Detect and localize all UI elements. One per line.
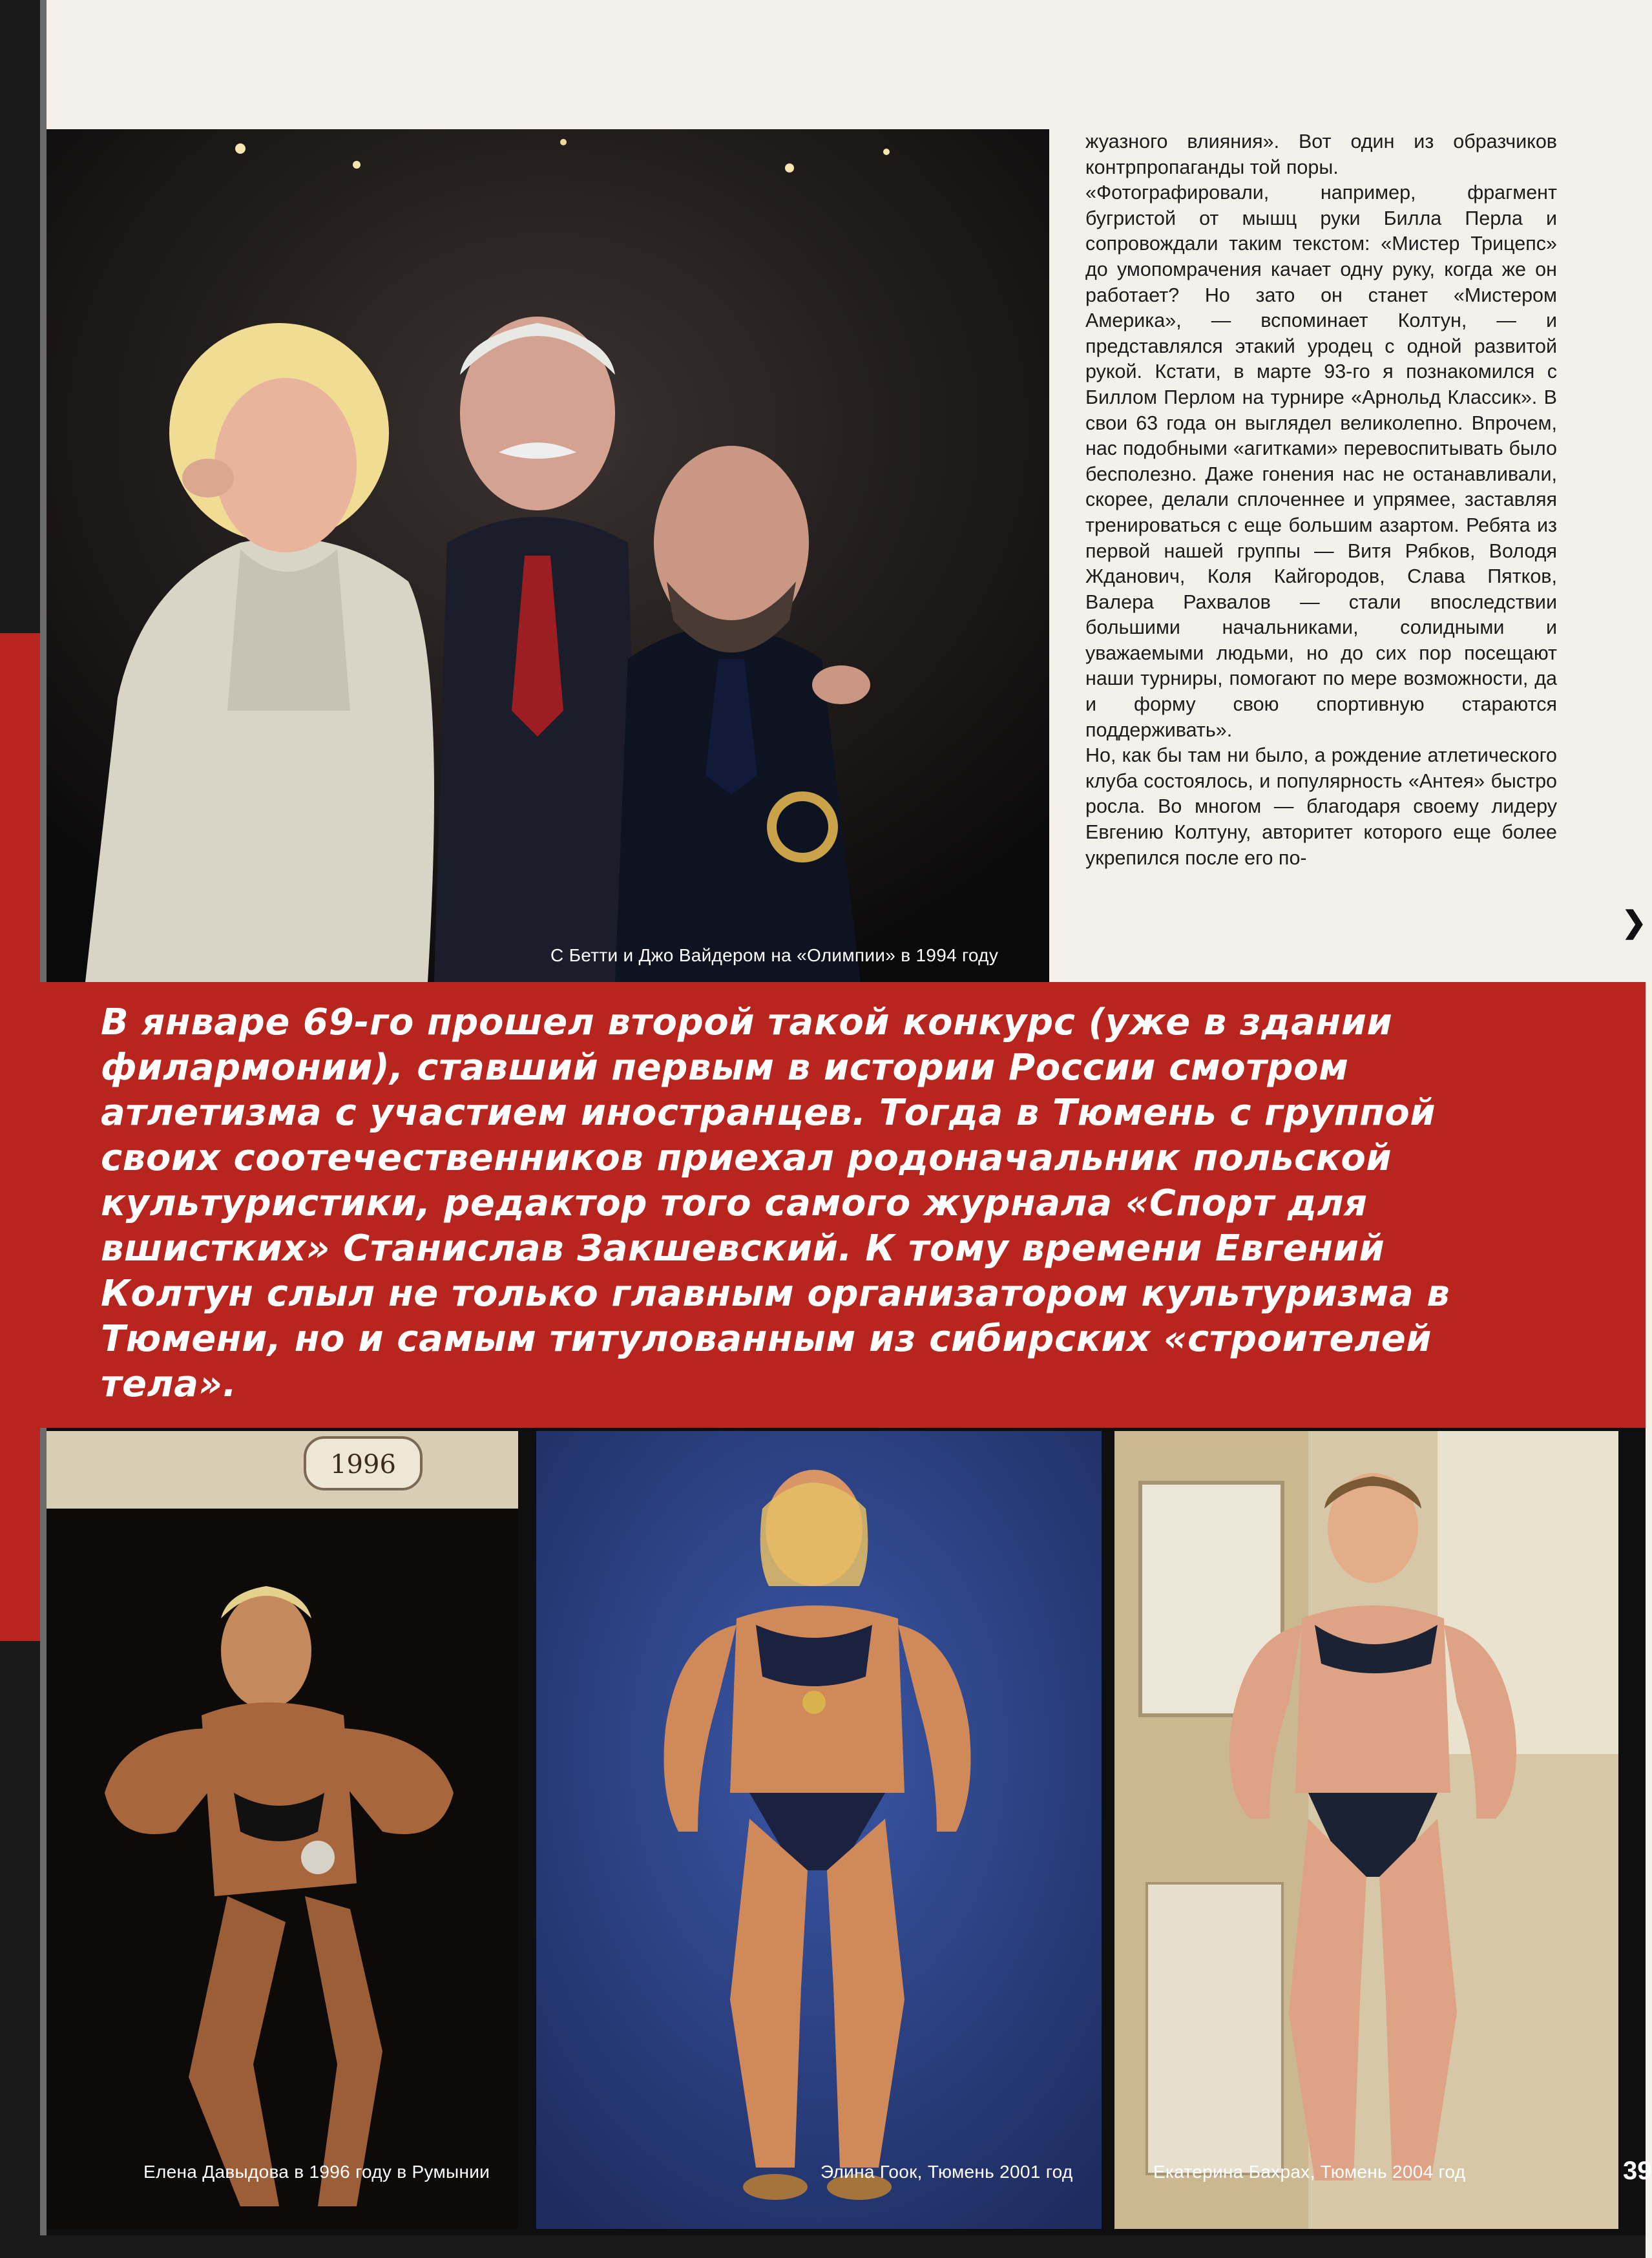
bottom-photo-2-image: [536, 1431, 1102, 2229]
continue-arrow-icon: ❯: [1622, 905, 1647, 939]
bottom-photo-3-caption: Екатерина Бахрах, Тюмень 2004 год: [1153, 2162, 1466, 2182]
quote-banner-text: В январе 69-го прошел второй такой конкурс (уже в здании филармонии), ставший первым в истории России смотром атлетизма с участием иностранцев. Тогда в Тюмень с группой своих соотечественников приехал родоначальник польской культуристики, редактор того самого журнала «Спорт для вшистких» Станислав Закшевский. К тому времени Евгений Колтун слыл не только главным организатором культуризма в Тюмени, но и самым титулованным из сибирских «строителей тела».: [101, 1001, 1450, 1405]
left-red-tab: [0, 633, 40, 1641]
bottom-photo-3: [1114, 1431, 1618, 2229]
top-photo-caption: С Бетти и Джо Вайдером на «Олимпии» в 1994 году: [550, 945, 999, 965]
article-paragraph: жуазного влияния». Вот один из образчиков контрпропаганды той поры.: [1085, 131, 1557, 178]
article-paragraph: «Фотографировали, например, фрагмент бугристой от мышц руки Билла Перла и сопровождали таким текстом: «Мистер Трицепс» до умопомрачения качает одну руку, когда же он работает? Но зато он станет «Мистером Америка», — вспоминает Колтун, — и представлялся этакий уродец с одной развитой рукой. Кстати, в марте 93-го я познакомился с Биллом Перлом на турнире «Арнольд Классик». В свои 63 года он выглядел великолепно. Впрочем, нас подобными «агитками» перевоспитывать было бесполезно. Даже гонения нас не останавливали, скорее, делали сплоченнее и упрямее, заставляя тренироваться с еще большим азартом. Ребята из первой нашей группы — Витя Рябков, Володя Жданович, Коля Кайгородов, Слава Пятков, Валера Рахвалов — стали впоследствии большими начальниками, солидными и уважаемыми людьми, но до сих пор посещают наши турниры, помогают по мере возможности, да и форму свою спортивную стараются поддерживать».: [1085, 182, 1557, 741]
bottom-photo-1-caption: Елена Давыдова в 1996 году в Румынии: [143, 2162, 490, 2182]
top-photo-image: [47, 129, 1049, 982]
bottom-photo-1: [47, 1431, 518, 2229]
article-column: [1085, 129, 1557, 871]
page-number: 39: [1623, 2157, 1652, 2185]
bottom-photo-3-image: [1114, 1431, 1618, 2229]
page-footer-edge: [0, 2235, 1646, 2258]
bottom-photo-2: [536, 1431, 1102, 2229]
bottom-photo-1-image: [47, 1431, 518, 2229]
bottom-photo-2-caption: Элина Гоок, Тюмень 2001 год: [821, 2162, 1073, 2182]
banner-year-sign: 1996: [330, 1450, 396, 1479]
top-photo: [47, 129, 1049, 982]
article-paragraph: Но, как бы там ни было, а рождение атлетического клуба состоялось, и популярность «Антея» быстро росла. Во многом — благодаря своему лидеру Евгению Колтуну, авторитет которого еще более укрепился после его по-: [1085, 744, 1557, 869]
